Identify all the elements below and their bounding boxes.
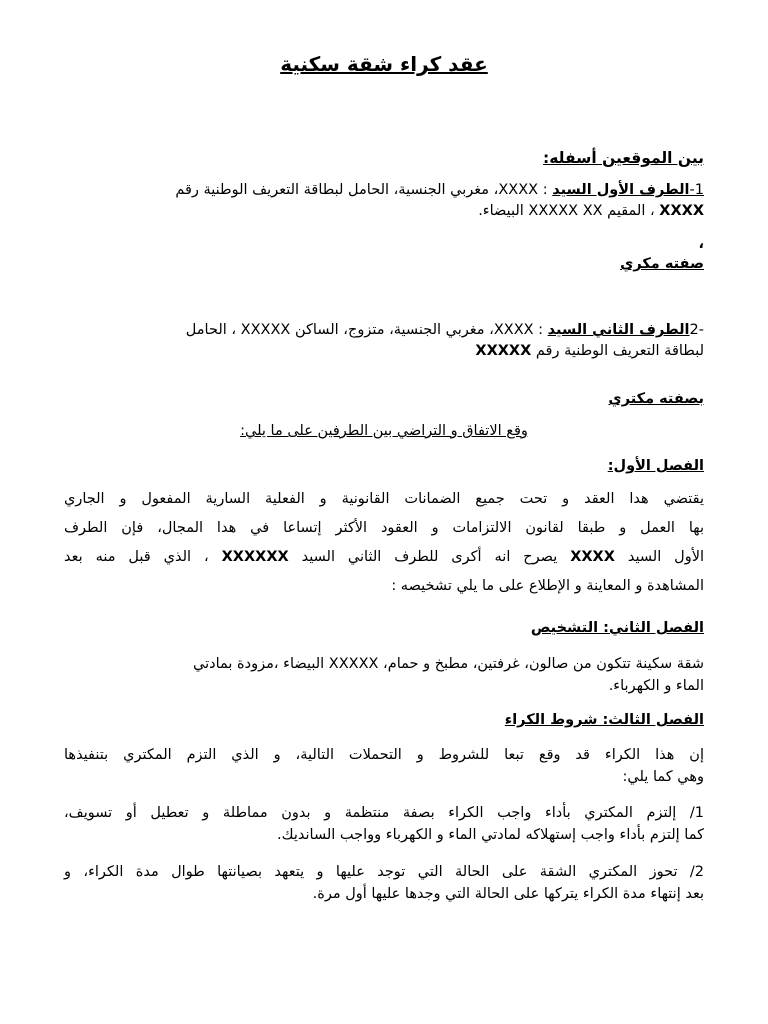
chapter1-l3-c: يصرح انه أكرى للطرف الثاني السيد xyxy=(288,549,571,565)
party1-line2 xyxy=(64,201,704,222)
party2-line2 xyxy=(64,341,704,362)
party1-role: صفته مكري xyxy=(620,256,704,272)
party1-label: الطرف الأول السيد xyxy=(552,182,690,198)
chapter1-l3-a: الأول السيد xyxy=(614,549,704,565)
party2-details: : XXXX، مغربي الجنسية، متزوج، الساكن XXXXX ، الحامل xyxy=(185,322,548,338)
chapter2-line1: شقة سكينة تتكون من صالون، غرفتين، مطبخ و حمام، XXXXX البيضاء ،مزودة بمادتي xyxy=(193,656,704,672)
chapter3-heading: الفصل الثالث: شروط الكراء xyxy=(504,712,704,728)
signatories-heading: بين الموقعين أسفله: xyxy=(543,149,704,167)
party1-id: XXXX xyxy=(659,203,704,219)
clause2-line1: 2/ تحوز المكتري الشقة على الحالة التي توجد عليها و يتعهد بصيانتها طوال مدة الكراء، و xyxy=(64,864,704,880)
party2-number: -2 xyxy=(689,322,704,338)
party2-line1 xyxy=(64,320,704,341)
clause2-line2: بعد إنتهاء مدة الكراء يتركها على الحالة التي وجدها عليها أول مرة. xyxy=(312,886,704,902)
chapter1-line1: يقتضي هدا العقد و تحت جميع الضمانات القانونية و الفعلية السارية المفعول و الجاري xyxy=(64,491,704,507)
chapter1-heading: الفصل الأول: xyxy=(607,458,704,474)
chapter2-heading: الفصل الثاني: التشخيص xyxy=(530,620,704,636)
document-title: عقد كراء شقة سكنية xyxy=(280,52,488,76)
agreement-text: وقع الاتفاق و التراضي بين الطرفين على ما يلي: xyxy=(240,423,528,439)
agreement-line xyxy=(0,421,768,442)
chapter3-intro-line2: وهي كما يلي: xyxy=(622,769,704,785)
clause1-line1: 1/ إلتزم المكتري بأداء واجب الكراء بصفة منتظمة و بدون مماطلة و تعطيل أو تسويف، xyxy=(64,805,704,821)
party2-id: XXXXX xyxy=(475,343,532,359)
clause1-line2: كما إلتزم بأداء واجب إستهلاكه لمادتي الماء و الكهرباء وواجب السانديك. xyxy=(277,827,704,843)
party2-role: بصفته مكتري xyxy=(608,391,704,407)
chapter1-line3 xyxy=(64,547,704,568)
chapter1-l3-e: ، الذي قبل منه بعد xyxy=(64,549,222,565)
chapter2-line2: الماء و الكهرباء. xyxy=(608,678,704,694)
chapter1-l3-id2: XXXXXX xyxy=(221,549,289,565)
party1-number: 1- xyxy=(689,182,704,198)
party1-line1 xyxy=(64,180,704,201)
comma-mark: ، xyxy=(698,236,704,252)
party1-address: ، المقيم XXXXX XX البيضاء. xyxy=(478,203,660,219)
party2-id-text: لبطاقة التعريف الوطنية رقم xyxy=(531,343,704,359)
chapter1-line2: بها العمل و طبقا لقانون الالتزامات و العقود الأكثر إتساعا في هدا المجال، فإن الطرف xyxy=(64,520,704,536)
chapter1-l3-id1: XXXX xyxy=(570,549,615,565)
party2-label: الطرف الثاني السيد xyxy=(547,322,690,338)
party1-details: : XXXX، مغربي الجنسية، الحامل لبطاقة التعريف الوطنية رقم xyxy=(175,182,553,198)
chapter1-line4: المشاهدة و المعاينة و الإطلاع على ما يلي تشخيصه : xyxy=(391,578,704,594)
chapter3-intro-line1: إن هذا الكراء قد وقع تبعا للشروط و التحملات التالية، و الذي التزم المكتري بتنفيذها xyxy=(64,747,704,763)
